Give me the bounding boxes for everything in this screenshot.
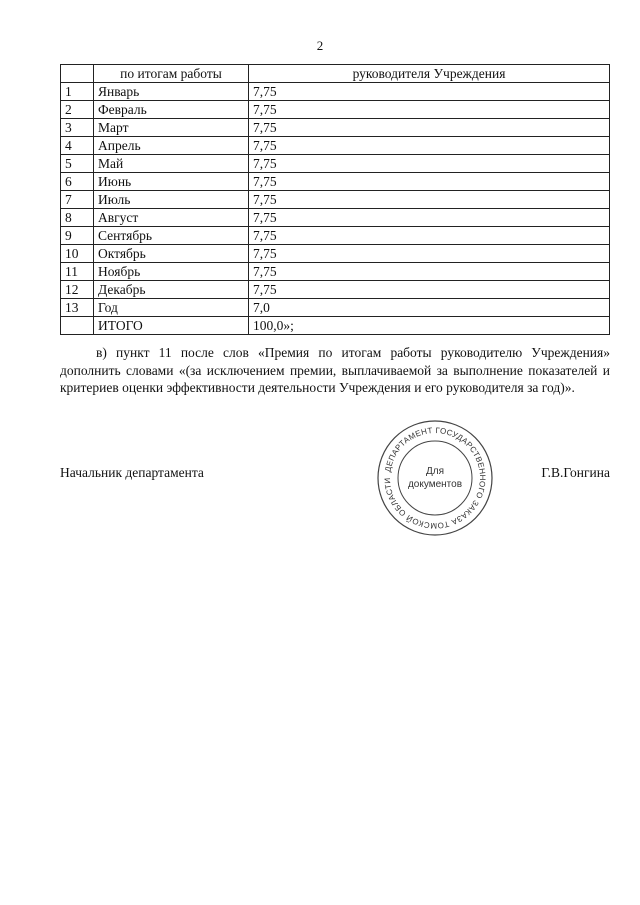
table-body bbox=[61, 83, 610, 335]
table-row bbox=[61, 155, 610, 173]
row-value-cell: 7,75 bbox=[249, 209, 610, 227]
table-header-row bbox=[61, 65, 610, 83]
table-row bbox=[61, 101, 610, 119]
row-period-cell: Октябрь bbox=[94, 245, 249, 263]
row-value-cell: 7,75 bbox=[249, 245, 610, 263]
row-value-cell: 7,0 bbox=[249, 299, 610, 317]
row-value-cell: 7,75 bbox=[249, 191, 610, 209]
row-period-cell: Ноябрь bbox=[94, 263, 249, 281]
bonus-ratio-table bbox=[60, 64, 610, 335]
row-period-cell: Год bbox=[94, 299, 249, 317]
table-row bbox=[61, 137, 610, 155]
stamp-center-line-2: документов bbox=[407, 479, 463, 490]
row-number-cell: 1 bbox=[61, 83, 94, 101]
row-number-cell: 5 bbox=[61, 155, 94, 173]
row-number-cell: 7 bbox=[61, 191, 94, 209]
row-value-cell: 7,75 bbox=[249, 263, 610, 281]
table-row bbox=[61, 191, 610, 209]
column-header-period: по итогам работы bbox=[94, 65, 249, 83]
row-period-cell: Февраль bbox=[94, 101, 249, 119]
row-period-cell: Декабрь bbox=[94, 281, 249, 299]
row-value-cell: 7,75 bbox=[249, 101, 610, 119]
table-row bbox=[61, 227, 610, 245]
stamp-outer-circle bbox=[378, 421, 492, 535]
signer-name: Г.В.Гонгина bbox=[541, 465, 610, 480]
row-value-cell: 7,75 bbox=[249, 155, 610, 173]
row-value-cell: 7,75 bbox=[249, 119, 610, 137]
row-number-cell: 12 bbox=[61, 281, 94, 299]
row-period-cell: Май bbox=[94, 155, 249, 173]
row-period-cell: Март bbox=[94, 119, 249, 137]
row-period-cell: Август bbox=[94, 209, 249, 227]
row-period-cell: Апрель bbox=[94, 137, 249, 155]
row-number-cell: 6 bbox=[61, 173, 94, 191]
row-number-cell: 13 bbox=[61, 299, 94, 317]
table-row bbox=[61, 263, 610, 281]
table-row bbox=[61, 119, 610, 137]
row-number-cell bbox=[61, 317, 94, 335]
column-header-number bbox=[61, 65, 94, 83]
table-row bbox=[61, 173, 610, 191]
table-row bbox=[61, 209, 610, 227]
row-value-cell: 100,0»; bbox=[249, 317, 610, 335]
table-row bbox=[61, 299, 610, 317]
stamp-center-line-1: Для bbox=[425, 466, 445, 477]
row-value-cell: 7,75 bbox=[249, 173, 610, 191]
amendment-text: в) пункт 11 после слов «Премия по итогам работы руководителю Учреждения» дополнить словами «(за исключением премии, выплачиваемой за выполнение показателей и критериев оценки эффективности деятельности Учреждения и его руководителя за год)». bbox=[60, 345, 610, 395]
row-period-cell: ИТОГО bbox=[94, 317, 249, 335]
page-number: 2 bbox=[316, 38, 324, 53]
official-stamp bbox=[375, 418, 495, 538]
row-period-cell: Июнь bbox=[94, 173, 249, 191]
row-value-cell: 7,75 bbox=[249, 83, 610, 101]
row-value-cell: 7,75 bbox=[249, 281, 610, 299]
row-number-cell: 8 bbox=[61, 209, 94, 227]
row-number-cell: 3 bbox=[61, 119, 94, 137]
table-row bbox=[61, 83, 610, 101]
row-number-cell: 4 bbox=[61, 137, 94, 155]
row-value-cell: 7,75 bbox=[249, 227, 610, 245]
row-period-cell: Июль bbox=[94, 191, 249, 209]
stamp-ring-text: ДЕПАРТАМЕНТ ГОСУДАРСТВЕННОГО ЗАКАЗА ТОМСКОЙ ОБЛАСТИ bbox=[382, 425, 488, 531]
row-number-cell: 10 bbox=[61, 245, 94, 263]
row-number-cell: 11 bbox=[61, 263, 94, 281]
row-number-cell: 9 bbox=[61, 227, 94, 245]
row-period-cell: Сентябрь bbox=[94, 227, 249, 245]
row-number-cell: 2 bbox=[61, 101, 94, 119]
column-header-value: руководителя Учреждения bbox=[249, 65, 610, 83]
table-row bbox=[61, 245, 610, 263]
signer-position: Начальник департамента bbox=[60, 465, 204, 480]
amendment-paragraph bbox=[60, 344, 610, 397]
row-value-cell: 7,75 bbox=[249, 137, 610, 155]
stamp-inner-circle bbox=[398, 441, 472, 515]
row-period-cell: Январь bbox=[94, 83, 249, 101]
table-row bbox=[61, 281, 610, 299]
table-row bbox=[61, 317, 610, 335]
